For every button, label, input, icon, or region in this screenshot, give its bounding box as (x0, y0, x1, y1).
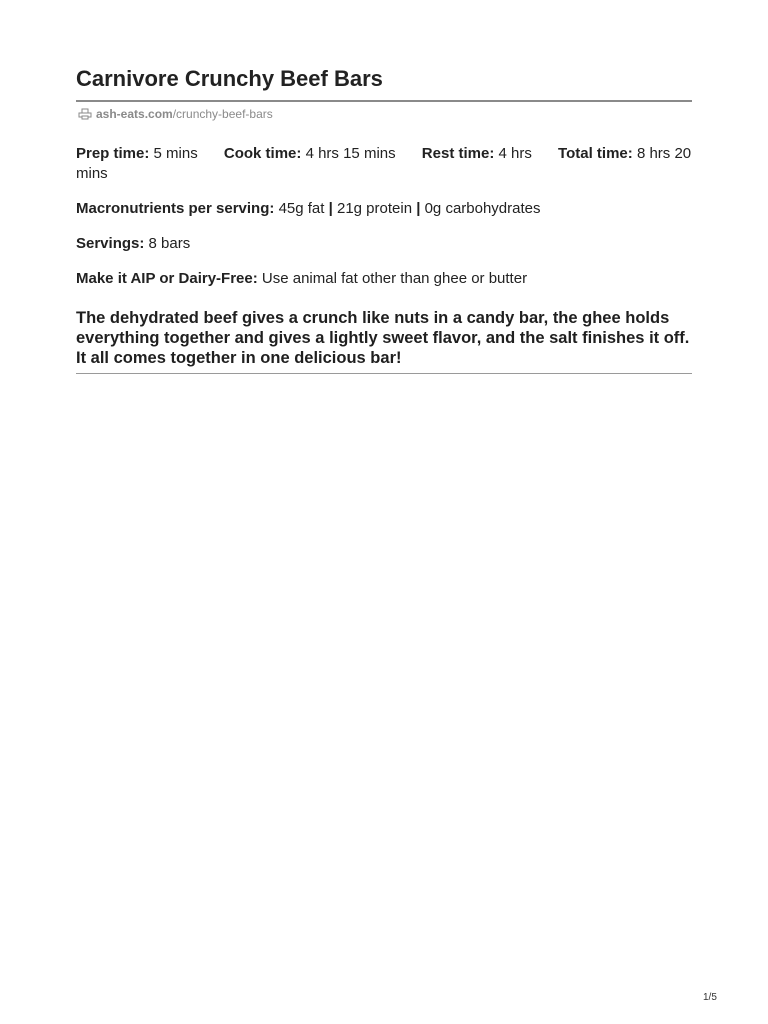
aip-dairy-free-note (76, 269, 527, 289)
aip-label: Make it AIP or Dairy-Free: (76, 270, 258, 287)
servings-value: 8 bars (148, 235, 191, 252)
page-number: 1/5 (703, 992, 717, 1003)
rest-time-value: 4 hrs (498, 145, 532, 162)
cook-time-value: 4 hrs 15 mins (305, 145, 396, 162)
aip-value: Use animal fat other than ghee or butter (261, 270, 528, 287)
macronutrients-label: Macronutrients per serving: (76, 200, 275, 217)
recipe-times (76, 144, 692, 184)
cook-time-label: Cook time: (223, 145, 302, 162)
print-icon (78, 108, 92, 120)
macro-protein: 21g protein (336, 200, 413, 217)
prep-time-label: Prep time: (76, 145, 150, 162)
servings-label: Servings: (76, 235, 145, 252)
source-link[interactable] (78, 107, 273, 121)
total-time-value: 8 hrs 20 mins (76, 145, 692, 182)
intro-divider (76, 373, 692, 374)
prep-time (76, 145, 198, 162)
servings (76, 234, 190, 254)
source-path: /crunchy-beef-bars (172, 107, 273, 121)
macronutrients (76, 199, 541, 219)
total-time-label: Total time: (558, 145, 633, 162)
rest-time (422, 145, 532, 162)
macro-separator: | (328, 200, 333, 217)
title-divider (76, 100, 692, 102)
recipe-title: Carnivore Crunchy Beef Bars (76, 66, 383, 91)
macro-separator: | (416, 200, 421, 217)
cook-time (224, 145, 396, 162)
macro-carbs: 0g carbohydrates (424, 200, 541, 217)
source-domain: ash-eats.com (96, 107, 173, 121)
prep-time-value: 5 mins (153, 145, 198, 162)
macro-fat: 45g fat (278, 200, 325, 217)
rest-time-label: Rest time: (421, 145, 495, 162)
recipe-intro: The dehydrated beef gives a crunch like nuts in a candy bar, the ghee holds everything together and gives a lightly sweet flavor, and the salt finishes it off. It all comes together in one delicious bar! (76, 309, 690, 367)
